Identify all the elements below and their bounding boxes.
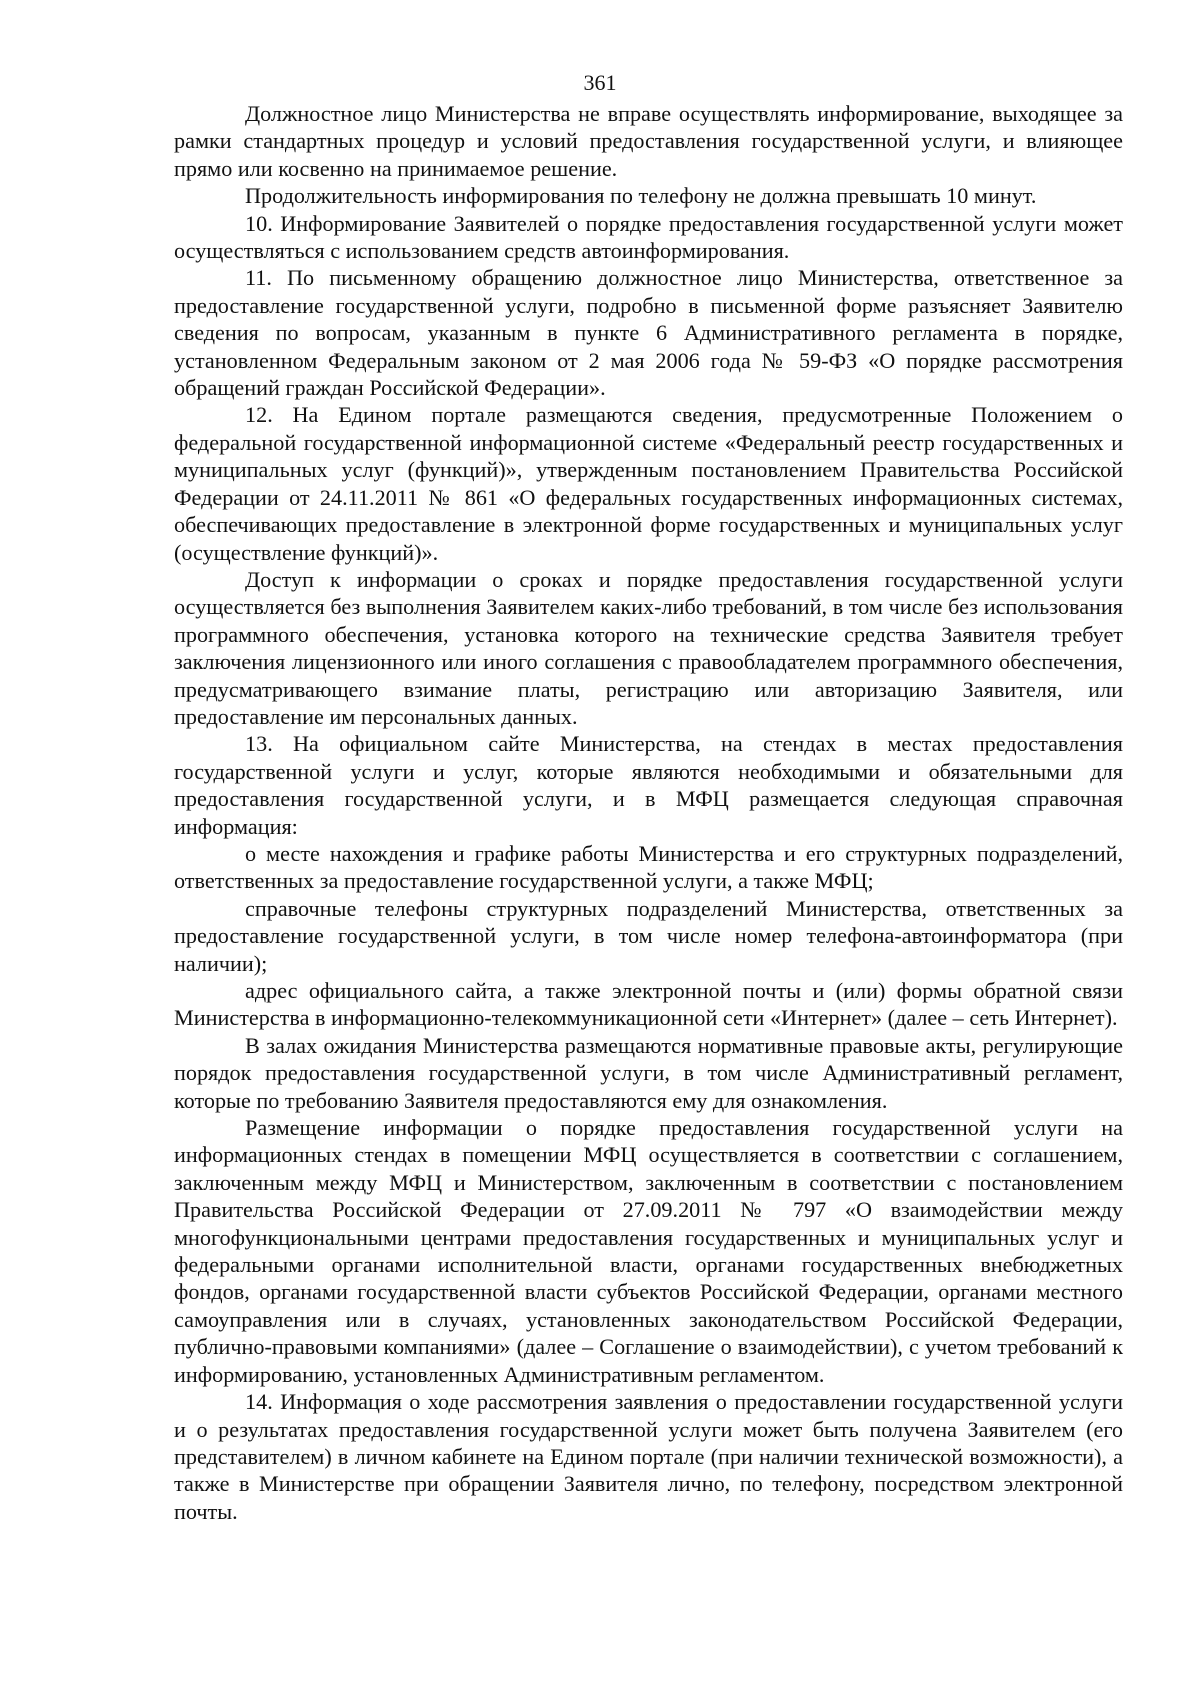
paragraph: справочные телефоны структурных подразделений Министерства, ответственных за предоставление государственной услуги, в том числе номер телефона-автоинформатора (при наличии); (174, 895, 1123, 976)
paragraph: 10. Информирование Заявителей о порядке предоставления государственной услуги может осуществляться с использованием средств автоинформирования. (174, 210, 1123, 264)
paragraph: Размещение информации о порядке предоставления государственной услуги на информационных стендах в помещении МФЦ осуществляется в соответствии с соглашением, заключенным между МФЦ и Министерством, заключенным в соответствии с постановлением Правительства Российской Федерации от 27.09.2011 № 797 «О взаимодействии между многофункциональными центрами предоставления государственных и муниципальных услуг и федеральными органами исполнительной власти, органами государственных внебюджетных фондов, органами государственной власти субъектов Российской Федерации, органами местного самоуправления или в случаях, установленных законодательством Российской Федерации, публично-правовыми компаниями» (далее – Соглашение о взаимодействии), с учетом требований к информированию, установленных Административным регламентом. (174, 1115, 1123, 1387)
paragraph: 14. Информация о ходе рассмотрения заявления о предоставлении государственной услуги и о результатах предоставления государственной услуги может быть получена Заявителем (его представителем) в личном кабинете на Едином портале (при наличии технической возможности), а также в Министерстве при обращении Заявителя лично, по телефону, посредством электронной почты. (174, 1389, 1123, 1524)
paragraph: Должностное лицо Министерства не вправе осуществлять информирование, выходящее за рамки стандартных процедур и условий предоставления государственной услуги, и влияющее прямо или косвенно на принимаемое решение. (174, 101, 1123, 181)
paragraph: 11. По письменному обращению должностное лицо Министерства, ответственное за предоставление государственной услуги, подробно в письменной форме разъясняет Заявителю сведения по вопросам, указанным в пункте 6 Административного регламента в порядке, установленном Федеральным законом от 2 мая 2006 года № 59-ФЗ «О порядке рассмотрения обращений граждан Российской Федерации». (174, 265, 1123, 401)
paragraph: о месте нахождения и графике работы Министерства и его структурных подразделений, ответственных за предоставление государственной услуги, а также МФЦ; (174, 840, 1123, 894)
document-body (174, 100, 1123, 1525)
page-number: 361 (583, 70, 617, 95)
paragraph: В залах ожидания Министерства размещаются нормативные правовые акты, регулирующие порядок предоставления государственной услуги, в том числе Административный регламент, которые по требованию Заявителя предоставляются ему для ознакомления. (174, 1032, 1123, 1113)
paragraph: 12. На Едином портале размещаются сведения, предусмотренные Положением о федеральной государственной информационной системе «Федеральный реестр государственных и муниципальных услуг (функций)», утвержденным постановлением Правительства Российской Федерации от 24.11.2011 № 861 «О федеральных государственных информационных системах, обеспечивающих предоставление в электронной форме государственных и муниципальных услуг (осуществление функций)». (174, 402, 1123, 565)
paragraph: Доступ к информации о сроках и порядке предоставления государственной услуги осуществляется без выполнения Заявителем каких-либо требований, в том числе без использования программного обеспечения, установка которого на технические средства Заявителя требует заключения лицензионного или иного соглашения с правообладателем программного обеспечения, предусматривающего взимание платы, регистрацию или авторизацию Заявителя, или предоставление им персональных данных. (174, 566, 1123, 729)
paragraph: Продолжительность информирования по телефону не должна превышать 10 минут. (245, 183, 1037, 209)
paragraph: 13. На официальном сайте Министерства, на стендах в местах предоставления государственной услуги и услуг, которые являются необходимыми и обязательными для предоставления государственной услуги, и в МФЦ размещается следующая справочная информация: (174, 731, 1123, 839)
paragraph: адрес официального сайта, а также электронной почты и (или) формы обратной связи Министерства в информационно-телекоммуникационной сети «Интернет» (далее – сеть Интернет). (174, 978, 1123, 1031)
